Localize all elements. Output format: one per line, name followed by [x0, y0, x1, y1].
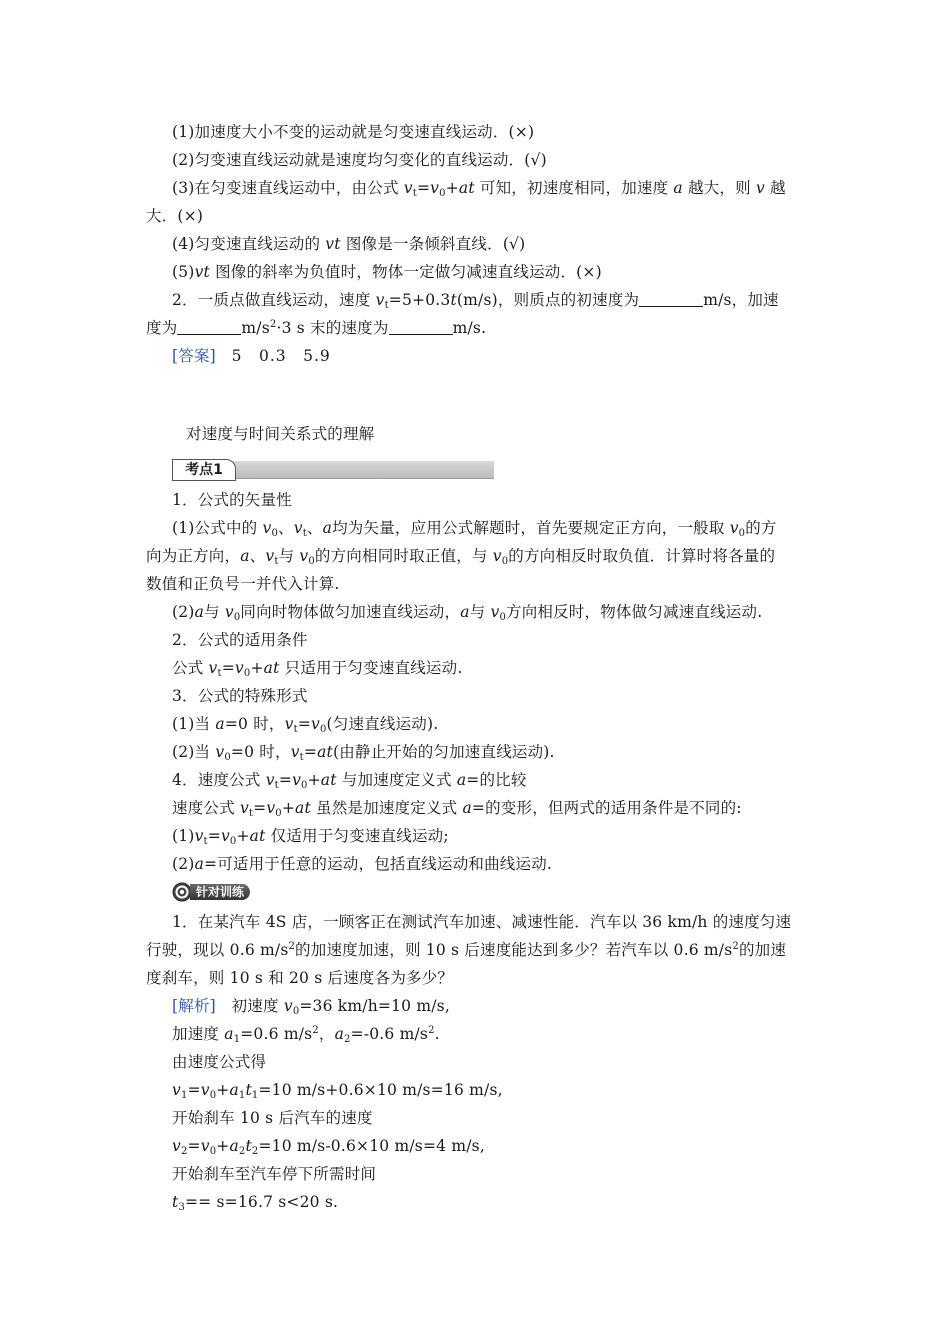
p4-heading: 4．速度公式 $v_t=v_0+at$ 与加速度定义式 a=的比较 — [172, 771, 527, 791]
p2-line: 公式 $v_t=v_0+at$ 只适用于匀变速直线运动. — [172, 659, 463, 679]
p3-heading: 3．公式的特殊形式 — [172, 687, 308, 705]
section-title: 对速度与时间关系式的理解 — [186, 425, 375, 443]
training-label: 针对训练 — [190, 884, 250, 900]
analysis-line5: 开始刹车 10 s 后汽车的速度 — [172, 1109, 373, 1127]
p3-line2: (2)当 $v_0=0$ 时，$v_t=at$(由静止开始的匀加速直线运动). — [172, 743, 555, 763]
judgment-3-cont: 大．(×) — [146, 207, 204, 225]
analysis-line2: 加速度 $a_1=0.6$ $m/s^2$，$a_2=-0.6$ $m/s^2$. — [172, 1024, 440, 1045]
answer-blank[interactable] — [389, 320, 453, 335]
kaodian-label: 考点1 — [172, 459, 236, 481]
judgment-1: (1)加速度大小不变的运动就是匀变速直线运动．(×) — [172, 123, 535, 141]
judgment-4: (4)匀变速直线运动的 vt 图像是一条倾斜直线．(√) — [172, 235, 526, 253]
answer-line: [答案] 5 0.3 5.9 — [172, 347, 331, 365]
analysis-line6: $v_2=v_0+a_2t_2=10$ m/s-0.6×10 m/s=4 m/s, — [172, 1137, 485, 1157]
p1-heading: 1．公式的矢量性 — [172, 491, 292, 509]
answer-tag: [答案] — [172, 347, 216, 365]
training-badge — [172, 882, 266, 902]
judgment-5: (5)vt 图像的斜率为负值时，物体一定做匀减速直线运动．(×) — [172, 263, 602, 281]
answer-blank[interactable] — [177, 320, 241, 335]
analysis-line3: 由速度公式得 — [172, 1053, 267, 1071]
answer-blank[interactable] — [639, 292, 703, 307]
p3-line1: (1)当 a=0 时，$v_t=v_0$(匀速直线运动). — [172, 715, 439, 735]
question-2-cont: 度为 $m/s^2\cdot 3$ s 末的速度为 m/s. — [146, 318, 487, 337]
p1-line2: 向为正方向，a、$v_t$与 $v_0$的方向相同时取正值，与 $v_0$的方向相反时取负值．计算时将各量的 — [146, 547, 776, 567]
analysis-tag: [解析] — [172, 997, 216, 1015]
judgment-3: (3)在匀变速直线运动中，由公式 $v_t=v_0+at$ 可知，初速度相同，加速度 a 越大，则 v 越 — [172, 179, 786, 199]
p4-line2: $(1)v_t=v_0+at$ 仅适用于匀变速直线运动; — [172, 827, 449, 847]
judgment-2: (2)匀变速直线运动就是速度均匀变化的直线运动．(√) — [172, 151, 547, 169]
exercise-1-line2: 行驶，现以 0.6 $m/s^2$的加速度加速，则 10 s 后速度能达到多少？若汽车以 0.6 $m/s^2$的加速 — [146, 940, 787, 959]
analysis-line4: $v_1=v_0+a_1t_1=10$ m/s+0.6×10 m/s=16 m/s, — [172, 1081, 503, 1101]
p4-line3: (2)a=可适用于任意的运动，包括直线运动和曲线运动. — [172, 855, 553, 873]
exercise-1-line3: 度刹车，则 10 s 和 20 s 后速度各为多少？ — [146, 969, 454, 987]
question-2: 2．一质点做直线运动，速度 $v_t=5+0.3t(m/s)$，则质点的初速度为 m/s，加速 — [172, 291, 779, 311]
p1-line1: (1)公式中的 $v_0$、$v_t$、a均为矢量，应用公式解题时，首先要规定正方向，一般取 $v_0$的方 — [172, 519, 777, 539]
p4-line1: 速度公式 $v_t=v_0+at$ 虽然是加速度定义式 a=的变形，但两式的适用条件是不同的: — [172, 799, 742, 819]
analysis-line1: [解析] 初速度 $v_0=36$ km/h=10 m/s, — [172, 997, 450, 1017]
target-icon — [172, 882, 192, 902]
analysis-line8: $t_3== s=16.7$ s<20 s. — [172, 1193, 339, 1213]
analysis-line7: 开始刹车至汽车停下所需时间 — [172, 1165, 377, 1183]
p1-line4: (2)a与 $v_0$同向时物体做匀加速直线运动，a与 $v_0$方向相反时，物体做匀减速直线运动. — [172, 603, 763, 623]
exercise-1-line1: 1．在某汽车 4S 店，一顾客正在测试汽车加速、减速性能．汽车以 36 km/h 的速度匀速 — [172, 913, 792, 931]
p1-line3: 数值和正负号一并代入计算. — [146, 575, 340, 593]
p2-heading: 2．公式的适用条件 — [172, 631, 308, 649]
